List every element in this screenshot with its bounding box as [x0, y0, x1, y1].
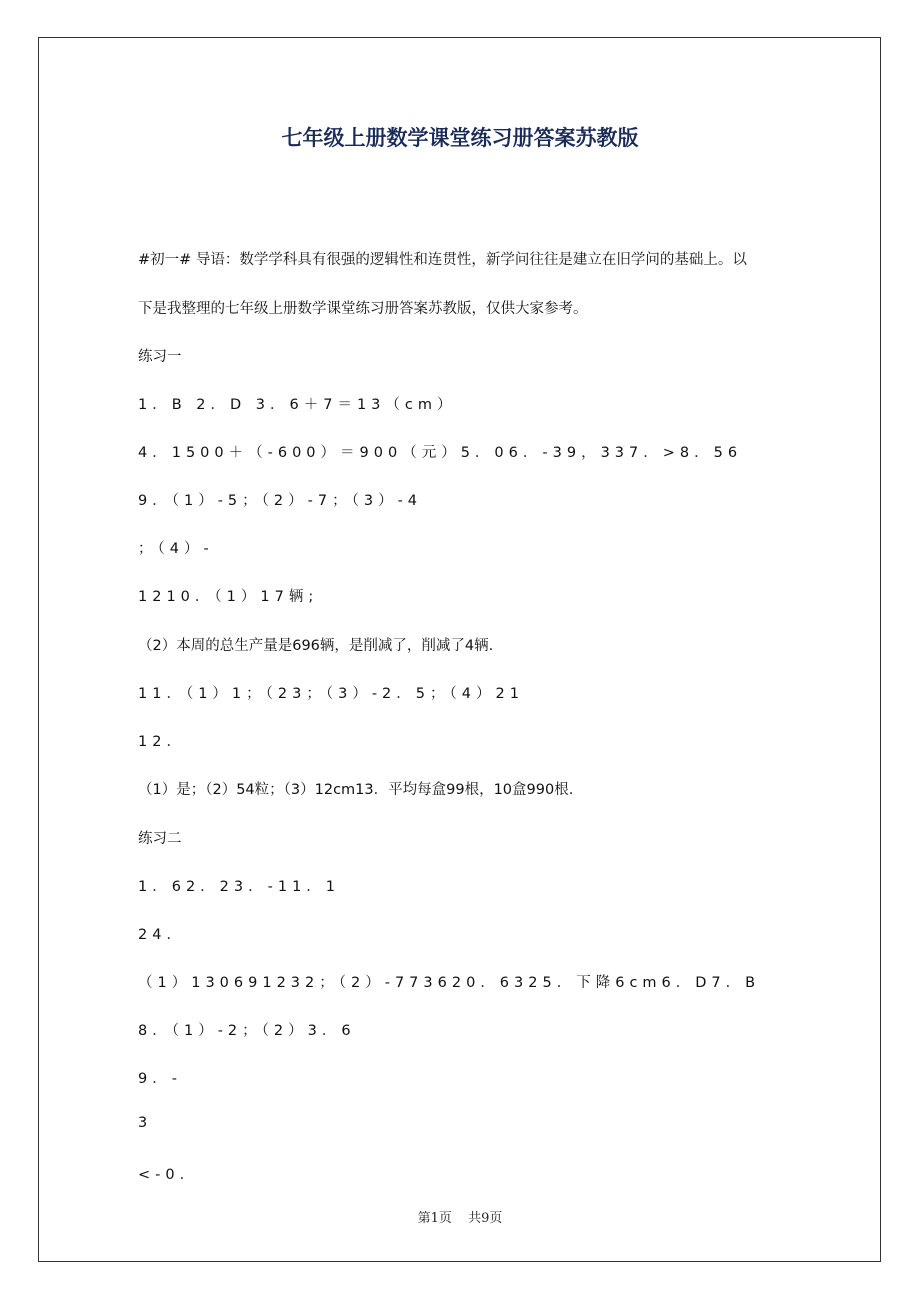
answer-line: 9．- — [138, 1071, 182, 1087]
paragraph-line-1: #初一# 导语：数学学科具有很强的逻辑性和连贯性，新学问往往是建立在旧学问的基础上。以 — [138, 252, 747, 268]
paragraph-line-2: 下是我整理的七年级上册数学课堂练习册答案苏教版，仅供大家参考。 — [138, 301, 588, 317]
answer-line: 1．62．23．-11．1 — [138, 879, 341, 895]
section-heading-exercise-1: 练习一 — [138, 349, 182, 365]
page-footer — [0, 1207, 920, 1226]
answer-line: 1210．（1）17辆; — [138, 589, 319, 605]
answer-line: 1．B 2．D 3．6＋7＝13（cm） — [138, 397, 457, 413]
answer-line: 9．（1）-5；（2）-7；（3）-4 — [138, 493, 423, 509]
document-title: 七年级上册数学课堂练习册答案苏教版 — [281, 126, 639, 150]
answer-line: <-0． — [138, 1167, 200, 1183]
answer-line: 12． — [138, 734, 186, 750]
page-number: 第1页 — [417, 1211, 452, 1226]
answer-line: ；（4）- — [138, 541, 214, 557]
section-heading-exercise-2: 练习二 — [138, 831, 182, 847]
answer-line: 24． — [138, 927, 186, 943]
answer-line: 8．（1）-2；（2）3．6 — [138, 1023, 356, 1039]
page-total: 共9页 — [468, 1211, 503, 1226]
answer-line: 11．（1）1；（23；（3）-2．5；（4）21 — [138, 686, 524, 702]
answer-line: （1）是；（2）54粒；（3）12cm13．平均每盒99根，10盒990根. — [138, 782, 574, 798]
answer-line: （1）130691232；（2）-773620．6325．下降6cm6．D7．B — [138, 975, 761, 991]
answer-line: 3 — [138, 1115, 153, 1131]
answer-line: 4．1500＋（-600）＝900（元）5．06．-39，337．>8．56 — [138, 445, 743, 461]
answer-line: （2）本周的总生产量是696辆，是削减了，削减了4辆. — [138, 638, 494, 654]
